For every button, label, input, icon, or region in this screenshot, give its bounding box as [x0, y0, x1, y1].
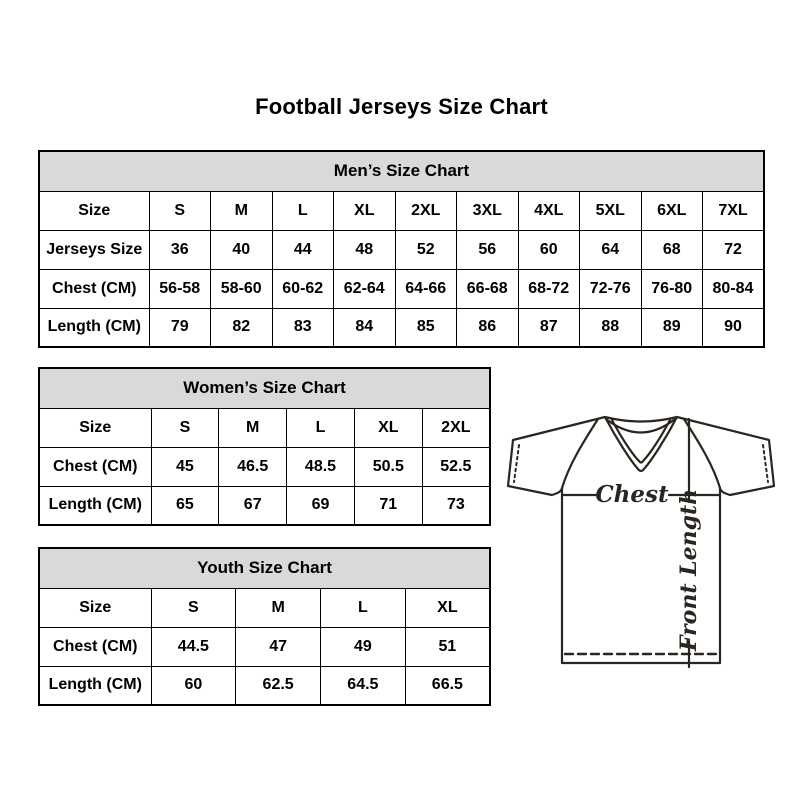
- table-cell: M: [211, 191, 273, 230]
- youth-table-title: Youth Size Chart: [39, 548, 490, 588]
- row-label: Length (CM): [39, 666, 151, 705]
- table-cell: 60: [518, 230, 580, 269]
- table-cell: 48.5: [287, 447, 355, 486]
- table-row: [39, 408, 490, 447]
- table-cell: 87: [518, 308, 580, 347]
- table-header-row: [39, 548, 490, 588]
- table-cell: 90: [703, 308, 765, 347]
- table-row: [39, 230, 764, 269]
- table-cell: 52.5: [422, 447, 490, 486]
- jersey-illustration-icon: [503, 398, 779, 678]
- table-cell: M: [219, 408, 287, 447]
- table-cell: 44: [272, 230, 334, 269]
- table-cell: 45: [151, 447, 219, 486]
- table-header-row: [39, 151, 764, 191]
- table-cell: 76-80: [641, 269, 703, 308]
- table-cell: 71: [354, 486, 422, 525]
- table-cell: 2XL: [422, 408, 490, 447]
- jersey-outline: [508, 417, 774, 663]
- table-cell: 83: [272, 308, 334, 347]
- table-cell: 72: [703, 230, 765, 269]
- table-cell: S: [149, 191, 211, 230]
- row-label: Size: [39, 191, 149, 230]
- table-cell: 60: [151, 666, 236, 705]
- table-cell: 65: [151, 486, 219, 525]
- table-cell: 66.5: [405, 666, 490, 705]
- table-cell: M: [236, 588, 321, 627]
- table-row: [39, 666, 490, 705]
- table-cell: 89: [641, 308, 703, 347]
- table-cell: 73: [422, 486, 490, 525]
- table-cell: 36: [149, 230, 211, 269]
- table-cell: L: [272, 191, 334, 230]
- table-cell: 56-58: [149, 269, 211, 308]
- mens-size-table: [38, 150, 765, 348]
- row-label: Length (CM): [39, 486, 151, 525]
- row-label: Size: [39, 588, 151, 627]
- table-cell: 49: [321, 627, 406, 666]
- table-header-row: [39, 368, 490, 408]
- table-row: [39, 486, 490, 525]
- row-label: Chest (CM): [39, 269, 149, 308]
- table-cell: XL: [405, 588, 490, 627]
- table-cell: 50.5: [354, 447, 422, 486]
- womens-table-title: Women’s Size Chart: [39, 368, 490, 408]
- table-cell: 6XL: [641, 191, 703, 230]
- table-cell: 7XL: [703, 191, 765, 230]
- table-cell: 69: [287, 486, 355, 525]
- table-cell: 58-60: [211, 269, 273, 308]
- table-cell: S: [151, 408, 219, 447]
- table-cell: 64.5: [321, 666, 406, 705]
- table-cell: 60-62: [272, 269, 334, 308]
- table-cell: 64: [580, 230, 642, 269]
- table-row: [39, 191, 764, 230]
- table-cell: 5XL: [580, 191, 642, 230]
- table-cell: 82: [211, 308, 273, 347]
- table-cell: S: [151, 588, 236, 627]
- table-cell: 48: [334, 230, 396, 269]
- table-cell: 46.5: [219, 447, 287, 486]
- table-cell: 56: [457, 230, 519, 269]
- table-cell: 64-66: [395, 269, 457, 308]
- row-label: Jerseys Size: [39, 230, 149, 269]
- row-label: Size: [39, 408, 151, 447]
- table-cell: XL: [354, 408, 422, 447]
- table-cell: 68-72: [518, 269, 580, 308]
- table-row: [39, 269, 764, 308]
- table-cell: 3XL: [457, 191, 519, 230]
- jersey-measurement-diagram: [503, 398, 779, 678]
- table-row: [39, 627, 490, 666]
- front-length-label: Front Length: [676, 488, 702, 652]
- table-cell: 88: [580, 308, 642, 347]
- table-cell: 66-68: [457, 269, 519, 308]
- row-label: Chest (CM): [39, 447, 151, 486]
- table-cell: 44.5: [151, 627, 236, 666]
- table-cell: 86: [457, 308, 519, 347]
- row-label: Chest (CM): [39, 627, 151, 666]
- table-cell: 68: [641, 230, 703, 269]
- table-cell: 47: [236, 627, 321, 666]
- table-cell: 79: [149, 308, 211, 347]
- table-cell: 72-76: [580, 269, 642, 308]
- womens-size-table: [38, 367, 491, 526]
- table-cell: 51: [405, 627, 490, 666]
- table-row: [39, 308, 764, 347]
- table-row: [39, 588, 490, 627]
- table-cell: L: [321, 588, 406, 627]
- table-cell: 4XL: [518, 191, 580, 230]
- table-row: [39, 447, 490, 486]
- table-cell: 67: [219, 486, 287, 525]
- chest-label: Chest: [595, 481, 669, 508]
- row-label: Length (CM): [39, 308, 149, 347]
- table-cell: 80-84: [703, 269, 765, 308]
- mens-table-title: Men’s Size Chart: [39, 151, 764, 191]
- table-cell: 62-64: [334, 269, 396, 308]
- table-cell: 84: [334, 308, 396, 347]
- table-cell: 52: [395, 230, 457, 269]
- table-cell: 62.5: [236, 666, 321, 705]
- table-cell: 2XL: [395, 191, 457, 230]
- table-cell: XL: [334, 191, 396, 230]
- table-cell: L: [287, 408, 355, 447]
- table-cell: 40: [211, 230, 273, 269]
- page-title: Football Jerseys Size Chart: [255, 94, 548, 119]
- youth-size-table: [38, 547, 491, 706]
- table-cell: 85: [395, 308, 457, 347]
